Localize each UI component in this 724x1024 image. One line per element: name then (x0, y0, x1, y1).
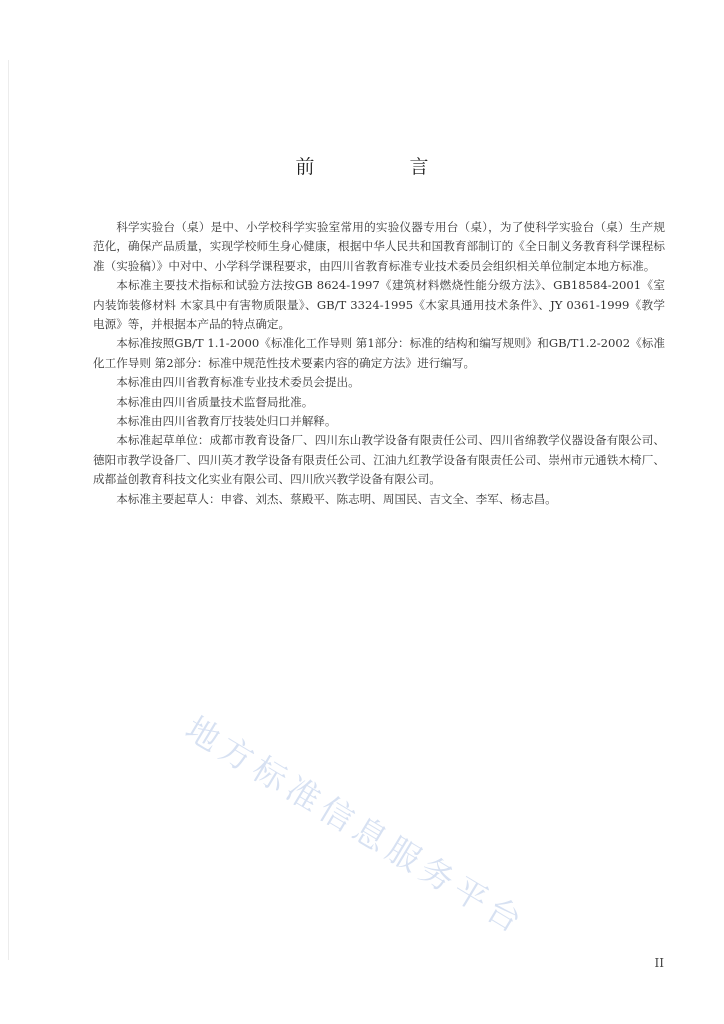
paragraph-intro: 科学实验台（桌）是中、小学校科学实验室常用的实验仪器专用台（桌），为了使科学实验台（桌）生产规范化，确保产品质量，实现学校师生身心健康，根据中华人民共和国教育部制订的《全日制义务教育科学课程标准（实验稿）》中对中、小学科学课程要求，由四川省教育标准专业技术委员会组织相关单位制定本地方标准。 (93, 220, 665, 273)
page-title: 前 言 (295, 156, 467, 178)
paragraph-drafting-units: 本标准起草单位：成都市教育设备厂、四川东山教学设备有限责任公司、四川省绵教学仪器设备有限公司、德阳市教学设备厂、四川英才教学设备有限责任公司、江油九红教学设备有限责任公司、崇州市元通铁木椅厂、成都益创教育科技文化实业有限公司、四川欣兴教学设备有限公司。 (93, 433, 665, 487)
paragraph-drafting-rules: 本标准按照GB/T 1.1-2000《标准化工作导则 第1部分：标准的结构和编写规则》和GB/T1.2-2002《标准化工作导则 第2部分：标准中规范性技术要素内容的确定方法》进行编写。 (93, 336, 665, 370)
paragraph-approved-by: 本标准由四川省质量技术监督局批准。 (116, 394, 314, 409)
scan-edge-line (8, 60, 9, 960)
page-number: II (654, 956, 664, 970)
paragraph-proposed-by: 本标准由四川省教育标准专业技术委员会提出。 (116, 375, 360, 390)
watermark: 地方标准信息服务平台 (178, 708, 534, 943)
paragraph-interpreted-by: 本标准由四川省教育厅技装处归口并解释。 (116, 414, 337, 429)
document-body (93, 218, 665, 509)
paragraph-drafters: 本标准主要起草人：申睿、刘杰、蔡殿平、陈志明、周国民、吉文全、李军、杨志昌。 (116, 491, 557, 506)
paragraph-technical-basis: 本标准主要技术指标和试验方法按GB 8624-1997《建筑材料燃烧性能分级方法》、GB18584-2001《室内装饰装修材料 木家具中有害物质限量》、GB/T 3324-1995《木家具通用技术条件》、JY 0361-1999《教学电源》等，并根据本产品的特点确定。 (93, 278, 665, 332)
